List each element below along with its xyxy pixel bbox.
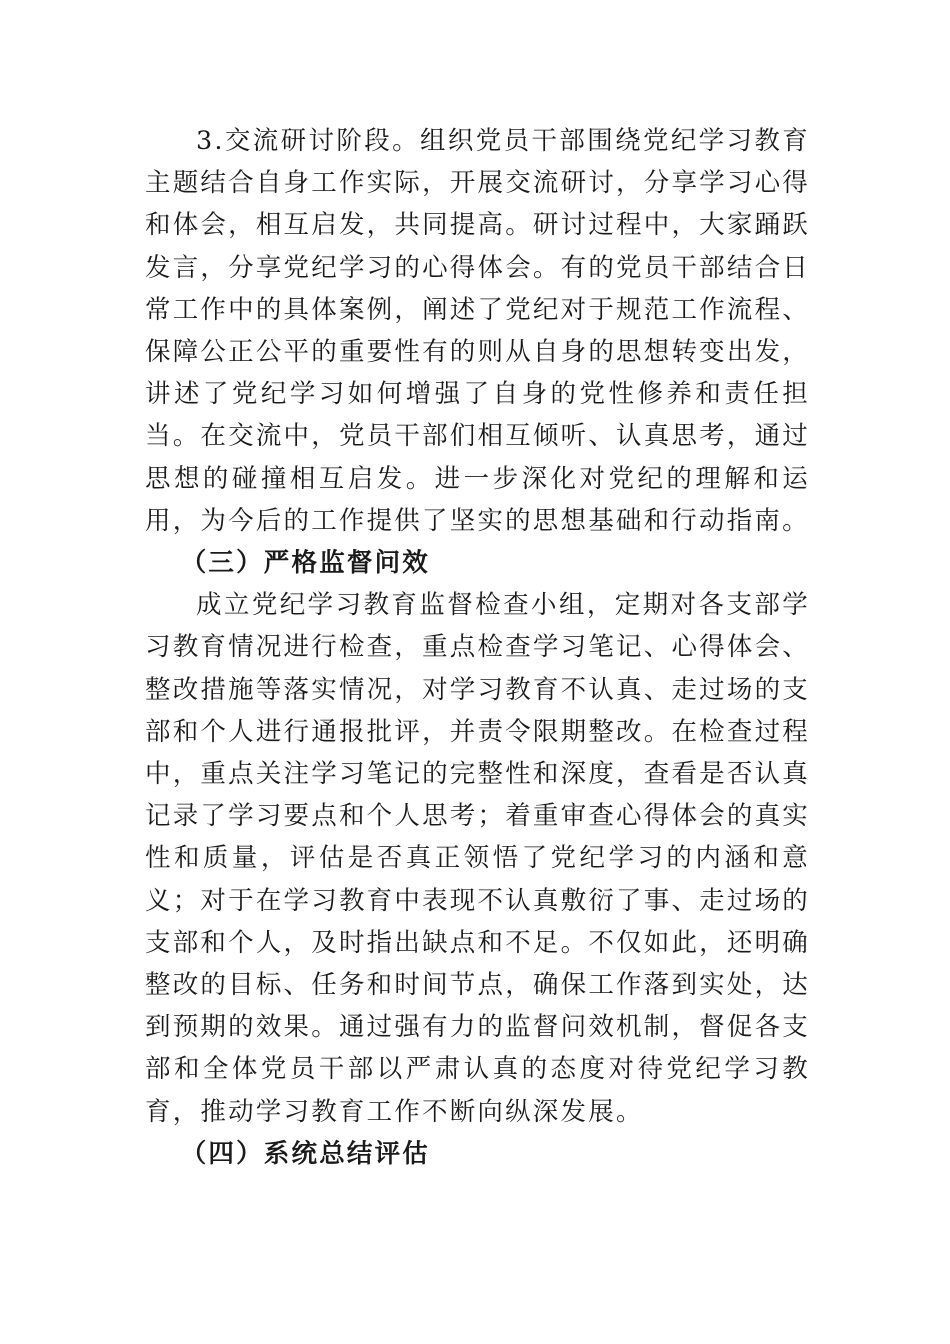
section-heading-summary-evaluation: （四）系统总结评估 (180, 1138, 430, 1169)
section-heading-strict-supervision: （三）严格监督问效 (180, 548, 430, 579)
paragraph-exchange-discussion-stage: 3.交流研讨阶段。组织党员干部围绕党纪学习教育主题结合自身工作实际，开展交流研讨，分享学习心得和体会，相互启发，共同提高。研讨过程中，大家踊跃发言，分享党纪学习的心得体会。有的党员干部结合日常工作中的具体案例，阐述了党纪对于规范工作流程、保障公正公平的重要性有的则从自身的思想转变出发，讲述了党纪学习如何增强了自身的党性修养和责任担当。在交流中，党员干部们相互倾听、认真思考，通过思想的碰撞相互启发。进一步深化对党纪的理解和运用，为今后的工作提供了坚实的思想基础和行动指南。 (145, 126, 810, 536)
document-body (145, 120, 810, 1175)
paragraph-supervision-group: 成立党纪学习教育监督检查小组，定期对各支部学习教育情况进行检查，重点检查学习笔记、心得体会、整改措施等落实情况，对学习教育不认真、走过场的支部和个人进行通报批评，并责令限期整改。在检查过程中，重点关注学习笔记的完整性和深度，查看是否认真记录了学习要点和个人思考；着重审查心得体会的真实性和质量，评估是否真正领悟了党纪学习的内涵和意义；对于在学习教育中表现不认真敷衍了事、走过场的支部和个人，及时指出缺点和不足。不仅如此，还明确整改的目标、任务和时间节点，确保工作落到实处，达到预期的效果。通过强有力的监督问效机制，督促各支部和全体党员干部以严肃认真的态度对待党纪学习教育，推动学习教育工作不断向纵深发展。 (145, 590, 810, 1127)
